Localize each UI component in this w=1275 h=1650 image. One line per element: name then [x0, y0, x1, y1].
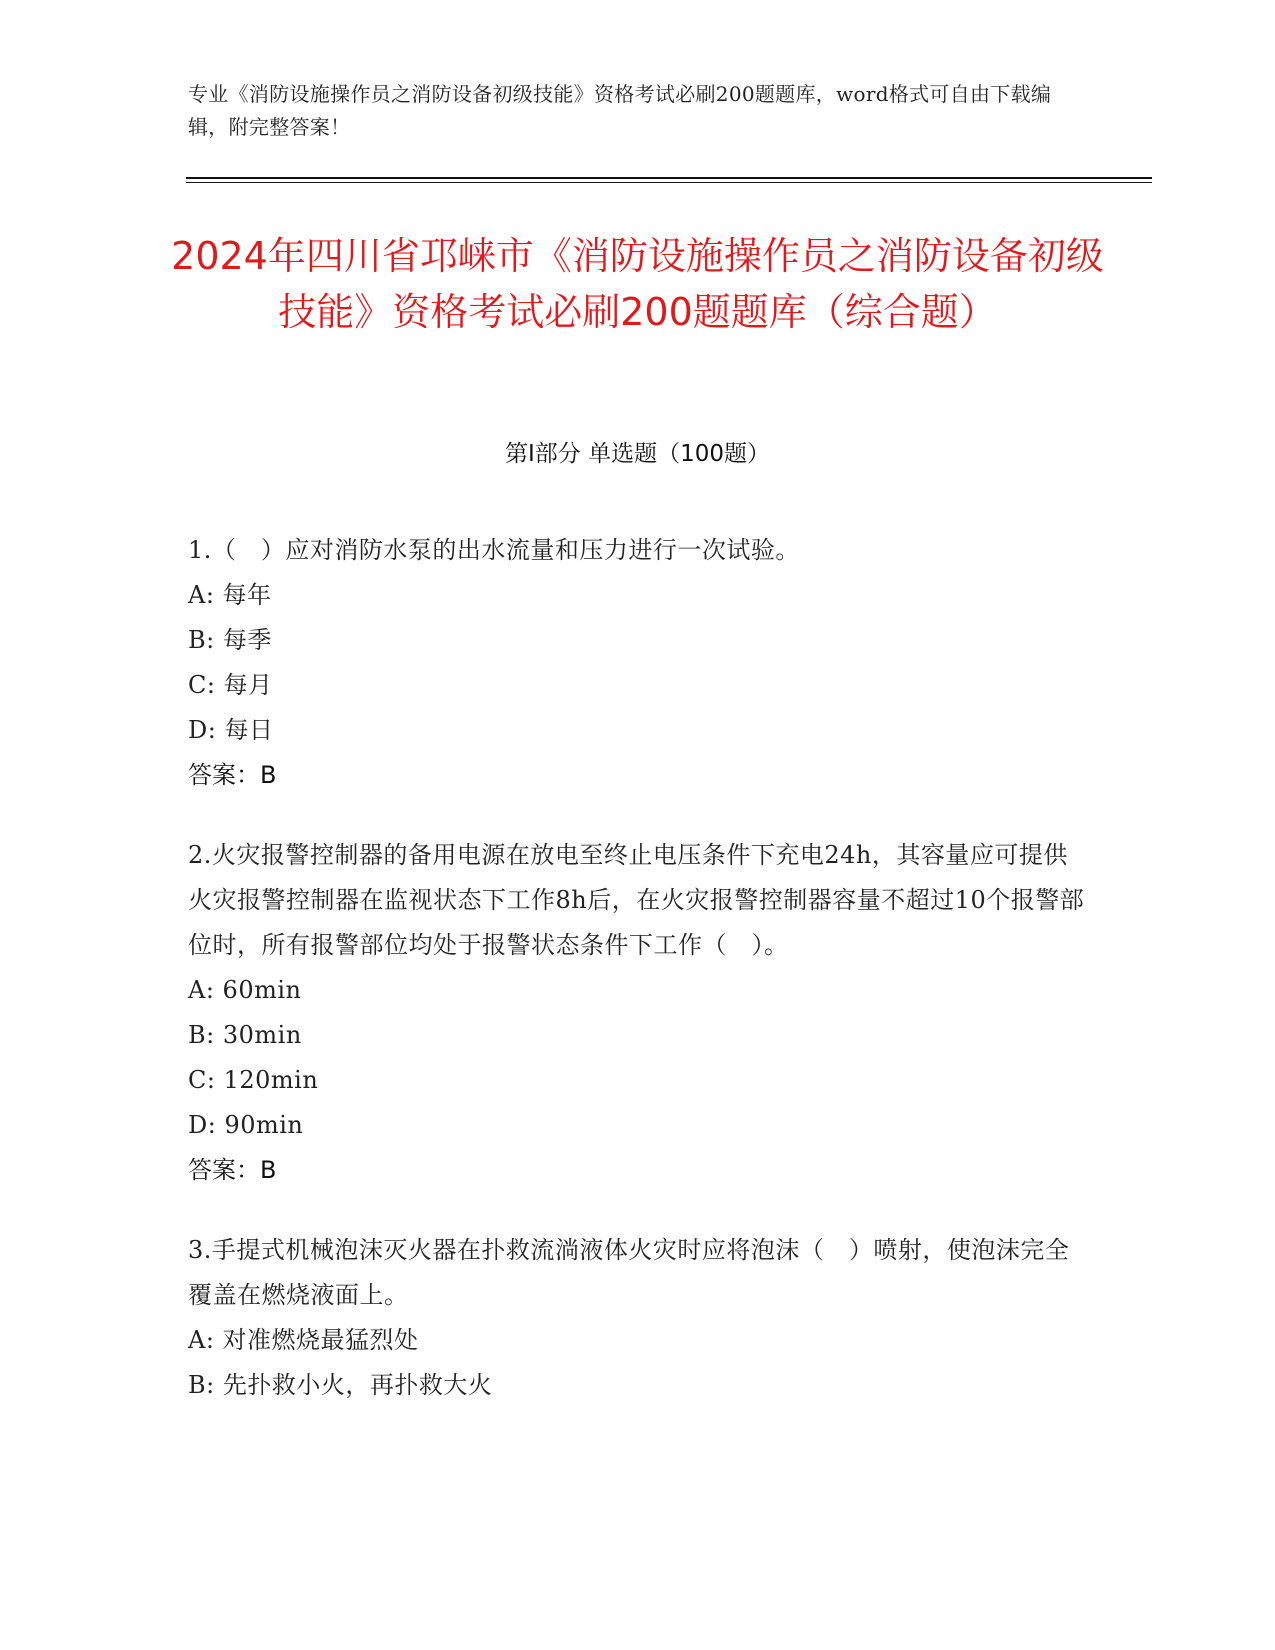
question-option: C: 每月: [188, 671, 273, 699]
question-stem: 3.手提式机械泡沫灭火器在扑救流淌液体火灾时应将泡沫（ ）喷射，使泡沫完全覆盖在燃烧液面上。: [188, 1236, 1070, 1309]
question-option: D: 每日: [188, 716, 274, 744]
question-option: B: 先扑救小火，再扑救大火: [188, 1371, 493, 1399]
question-option: A: 60min: [188, 976, 302, 1004]
question-option: D: 90min: [188, 1111, 304, 1139]
question-stem: 1.（ ）应对消防水泵的出水流量和压力进行一次试验。: [188, 536, 800, 564]
question-option: B: 每季: [188, 626, 272, 654]
question-answer: 答案：B: [188, 1156, 277, 1184]
question-answer: 答案：B: [188, 761, 277, 789]
header-divider-thin: [186, 182, 1152, 183]
header-divider-thick: [186, 177, 1152, 179]
question-list: [188, 528, 1088, 1443]
question-option: C: 120min: [188, 1066, 319, 1094]
section-title: 第Ⅰ部分 单选题（100题）: [505, 441, 770, 467]
question-stem: 2.火灾报警控制器的备用电源在放电至终止电压条件下充电24h，其容量应可提供火灾报警控制器在监视状态下工作8h后，在火灾报警控制器容量不超过10个报警部位时，所有报警部位均处于报警状态条件下工作（ ）。: [188, 841, 1085, 959]
question-option: A: 每年: [188, 581, 272, 609]
question-item: [188, 833, 1088, 1193]
question-item: [188, 1228, 1088, 1408]
question-option: A: 对准燃烧最猛烈处: [188, 1326, 419, 1354]
header-note: 专业《消防设施操作员之消防设备初级技能》资格考试必刷200题题库，word格式可自由下载编辑，附完整答案！: [188, 82, 1052, 139]
document-title: 2024年四川省邛崃市《消防设施操作员之消防设备初级技能》资格考试必刷200题题库（综合题）: [171, 234, 1104, 334]
question-item: [188, 528, 1088, 798]
question-option: B: 30min: [188, 1021, 302, 1049]
